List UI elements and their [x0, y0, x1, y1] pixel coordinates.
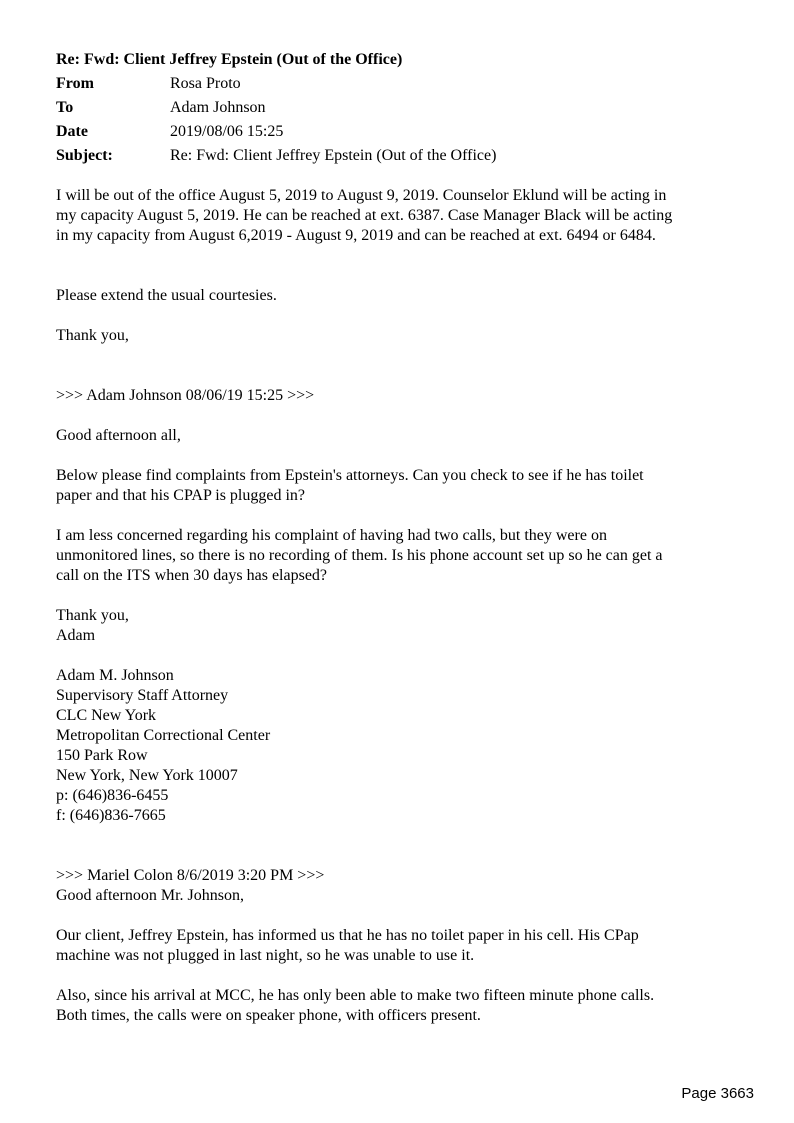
sig-line: New York, New York 10007: [56, 767, 238, 784]
para3-line-1: Our client, Jeffrey Epstein, has informed us that he has no toilet paper in his cell. His CPap: [56, 927, 639, 944]
para1-line-2: paper and that his CPAP is plugged in?: [56, 487, 306, 504]
page-number: Page 3663: [681, 1085, 754, 1102]
email-header-table: [56, 72, 510, 168]
ooo-line-1: I will be out of the office August 5, 2019 to August 9, 2019. Counselor Eklund will be acting in: [56, 187, 667, 204]
subject-value: Re: Fwd: Client Jeffrey Epstein (Out of the Office): [170, 147, 497, 164]
sig-line: f: (646)836-7665: [56, 807, 166, 824]
para3-line-2: machine was not plugged in last night, so he was unable to use it.: [56, 947, 475, 964]
sig-line: p: (646)836-6455: [56, 787, 169, 804]
date-label: Date: [56, 123, 88, 140]
quote-header-johnson: >>> Adam Johnson 08/06/19 15:25 >>>: [56, 387, 315, 404]
sig-line: Supervisory Staff Attorney: [56, 687, 229, 704]
para4-line-2: Both times, the calls were on speaker phone, with officers present.: [56, 1007, 481, 1024]
from-row: [56, 72, 510, 96]
para2-line-2: unmonitored lines, so there is no recording of them. Is his phone account set up so he can get a: [56, 547, 663, 564]
to-row: [56, 96, 510, 120]
quote-header-colon: >>> Mariel Colon 8/6/2019 3:20 PM >>>: [56, 867, 325, 884]
email-document: [56, 48, 756, 1026]
subject-label: Subject:: [56, 147, 113, 164]
sig-line: Metropolitan Correctional Center: [56, 727, 271, 744]
from-label: From: [56, 75, 94, 92]
thanks-line: Thank you,: [56, 327, 129, 344]
ooo-line-2: my capacity August 5, 2019. He can be reached at ext. 6387. Case Manager Black will be acting: [56, 207, 673, 224]
ooo-line-3: in my capacity from August 6,2019 - August 9, 2019 and can be reached at ext. 6494 or 6484.: [56, 227, 656, 244]
signature-block: [56, 666, 756, 826]
sig-line: Adam M. Johnson: [56, 667, 174, 684]
thanks-line-2: Thank you,: [56, 607, 129, 624]
email-body: [56, 186, 756, 1026]
sig-line: 150 Park Row: [56, 747, 148, 764]
para2-line-1: I am less concerned regarding his complaint of having had two calls, but they were on: [56, 527, 607, 544]
para4-line-1: Also, since his arrival at MCC, he has only been able to make two fifteen minute phone calls.: [56, 987, 655, 1004]
courtesy-line: Please extend the usual courtesies.: [56, 287, 277, 304]
date-value: 2019/08/06 15:25: [170, 123, 284, 140]
date-row: [56, 120, 510, 144]
from-value: Rosa Proto: [170, 75, 241, 92]
greeting-johnson: Good afternoon Mr. Johnson,: [56, 887, 244, 904]
email-title: Re: Fwd: Client Jeffrey Epstein (Out of the Office): [56, 51, 403, 68]
to-label: To: [56, 99, 74, 116]
subject-row: [56, 144, 510, 168]
para1-line-1: Below please find complaints from Epstein's attorneys. Can you check to see if he has toilet: [56, 467, 644, 484]
para2-line-3: call on the ITS when 30 days has elapsed?: [56, 567, 328, 584]
signoff: Adam: [56, 627, 96, 644]
sig-line: CLC New York: [56, 707, 157, 724]
greeting-all: Good afternoon all,: [56, 427, 181, 444]
to-value: Adam Johnson: [170, 99, 266, 116]
